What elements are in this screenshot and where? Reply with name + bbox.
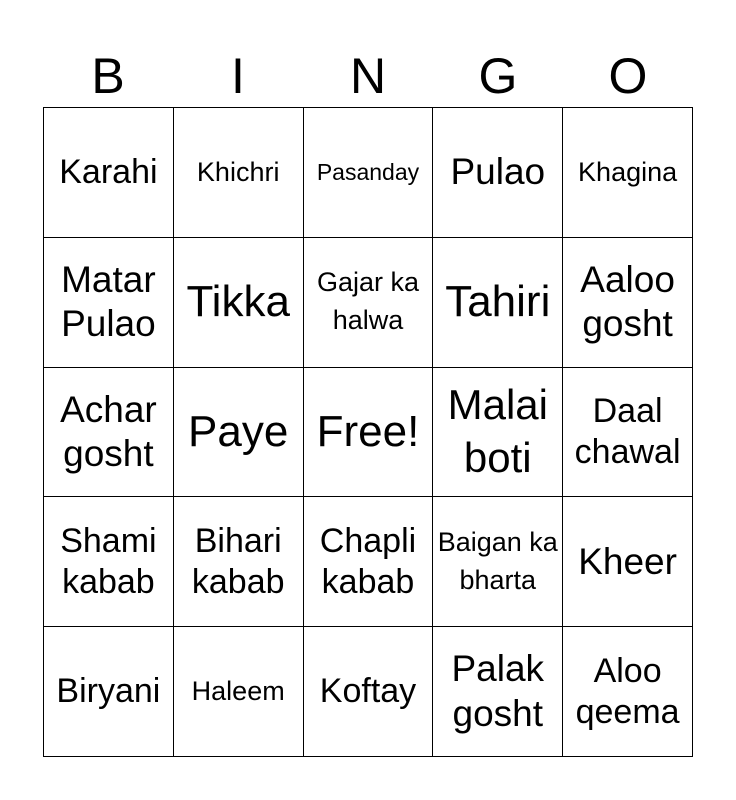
cell-text: Pulao — [450, 151, 546, 193]
bingo-cell[interactable] — [174, 627, 304, 757]
bingo-cell[interactable] — [563, 368, 693, 498]
cell-text: Aloo qeema — [575, 651, 680, 731]
cell-text: Paye — [188, 406, 289, 456]
cell-text: Malai boti — [447, 381, 548, 481]
cell-text: Haleem — [191, 675, 285, 706]
bingo-cell[interactable] — [44, 238, 174, 368]
bingo-cell[interactable] — [304, 238, 434, 368]
cell-text: Tikka — [186, 276, 290, 326]
bingo-cell[interactable] — [563, 238, 693, 368]
bingo-cell[interactable] — [433, 627, 563, 757]
bingo-cell[interactable] — [174, 368, 304, 498]
bingo-cell[interactable] — [44, 497, 174, 627]
cell-text: Bihari kabab — [191, 521, 285, 601]
cell-text: Daal chawal — [574, 392, 681, 471]
bingo-cell[interactable] — [174, 108, 304, 238]
cell-text: Aaloo gosht — [580, 258, 675, 345]
cell-text: Khichri — [196, 156, 280, 187]
cell-text: Pasanday — [316, 158, 420, 185]
cell-text: Chapli kabab — [319, 521, 417, 601]
cell-text: Biryani — [56, 672, 161, 711]
cell-text: Karahi — [59, 153, 158, 191]
bingo-board — [43, 107, 693, 757]
bingo-cell[interactable] — [563, 627, 693, 757]
bingo-cell[interactable] — [433, 497, 563, 627]
bingo-cell[interactable] — [304, 627, 434, 757]
bingo-cell[interactable] — [433, 368, 563, 498]
bingo-cell[interactable] — [304, 368, 434, 498]
cell-text: Gajar ka halwa — [316, 267, 420, 336]
cell-text: Koftay — [319, 672, 417, 711]
cell-text: Shami kabab — [60, 521, 157, 601]
bingo-cell[interactable] — [563, 108, 693, 238]
bingo-cell[interactable] — [44, 627, 174, 757]
cell-text: Baigan ka bharta — [437, 526, 558, 595]
header-letter-i: I — [231, 48, 245, 104]
header-letter-g: G — [478, 48, 518, 104]
bingo-header — [43, 48, 693, 104]
header-letter-b: B — [91, 48, 125, 104]
bingo-cell[interactable] — [563, 497, 693, 627]
bingo-cell[interactable] — [44, 108, 174, 238]
bingo-cell[interactable] — [174, 238, 304, 368]
bingo-cell[interactable] — [304, 108, 434, 238]
bingo-cell[interactable] — [433, 238, 563, 368]
bingo-cell[interactable] — [174, 497, 304, 627]
bingo-cell[interactable] — [433, 108, 563, 238]
header-letter-n: N — [349, 48, 387, 104]
cell-text: Palak gosht — [451, 648, 545, 734]
cell-text: Khagina — [578, 156, 678, 187]
cell-text: Achar gosht — [60, 388, 157, 474]
cell-text: Tahiri — [445, 276, 551, 326]
bingo-cell[interactable] — [304, 497, 434, 627]
header-letter-o: O — [608, 48, 648, 104]
cell-text: Matar Pulao — [61, 258, 156, 345]
bingo-cell[interactable] — [44, 368, 174, 498]
cell-text: Kheer — [578, 540, 677, 582]
free-space: Free! — [316, 406, 420, 456]
